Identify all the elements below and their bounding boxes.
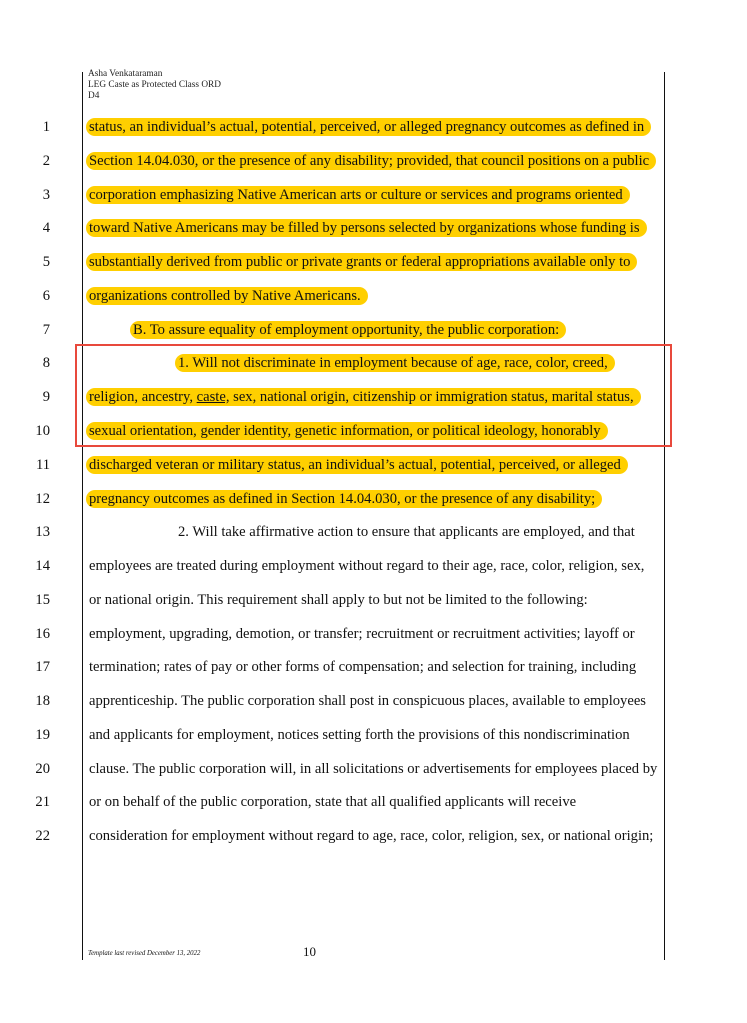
- underlined-insertion: caste,: [196, 389, 230, 405]
- highlighted-text: B. To assure equality of employment opportunity, the public corporation:: [130, 321, 566, 339]
- text-line: termination; rates of pay or other forms of compensation; and selection for training, including: [89, 659, 637, 675]
- line-number: 14: [35, 558, 50, 574]
- line-number: 5: [42, 254, 50, 270]
- line-number: 18: [35, 693, 50, 709]
- header-author: Asha Venkataraman: [88, 69, 163, 79]
- template-revision-note: Template last revised December 13, 2022: [88, 950, 201, 957]
- highlighted-text: corporation emphasizing Native American arts or culture or services and programs oriented: [86, 186, 630, 204]
- text-line: employment, upgrading, demotion, or transfer; recruitment or recruitment activities; layoff or: [89, 626, 635, 642]
- line-number: 17: [35, 659, 50, 675]
- text-line: or national origin. This requirement shall apply to but not be limited to the following:: [89, 592, 588, 608]
- text-line: apprenticeship. The public corporation shall post in conspicuous places, available to employees: [89, 693, 646, 709]
- right-margin-rule: [664, 72, 665, 960]
- line-number: 2: [42, 153, 50, 169]
- line-number: 4: [42, 220, 50, 236]
- text-line: [133, 321, 566, 339]
- highlighted-text: organizations controlled by Native Americans.: [86, 287, 368, 305]
- text-line: and applicants for employment, notices setting forth the provisions of this nondiscrimination: [89, 727, 630, 743]
- text-line: [89, 152, 656, 170]
- text-line: employees are treated during employment without regard to their age, race, color, religion, sex,: [89, 558, 645, 574]
- highlighted-text: pregnancy outcomes as defined in Section 14.04.030, or the presence of any disability;: [86, 490, 602, 508]
- text-line: or on behalf of the public corporation, state that all qualified applicants will receive: [89, 794, 577, 810]
- line-number: 1: [42, 119, 50, 135]
- left-margin-rule: [82, 72, 83, 960]
- text-line: [89, 456, 628, 474]
- line-number: 3: [42, 187, 50, 203]
- line-number: 21: [35, 794, 50, 810]
- line-number: 20: [35, 761, 50, 777]
- page-number: 10: [303, 944, 316, 959]
- text-segment: sex, national origin, citizenship or immigration status, marital status,: [229, 389, 634, 405]
- text-line: [89, 253, 637, 271]
- header-draft: D4: [88, 91, 100, 101]
- line-number: 15: [35, 592, 50, 608]
- text-line: [89, 118, 651, 136]
- text-line: clause. The public corporation will, in all solicitations or advertisements for employees placed by: [89, 761, 658, 777]
- line-number: 11: [35, 457, 50, 473]
- highlighted-text: substantially derived from public or private grants or federal appropriations available only to: [86, 253, 637, 271]
- line-number: 8: [42, 355, 50, 371]
- line-number: 16: [35, 626, 50, 642]
- highlighted-text: discharged veteran or military status, an individual’s actual, potential, perceived, or alleged: [86, 456, 628, 474]
- highlighted-text: 1. Will not discriminate in employment because of age, race, color, creed,: [175, 354, 615, 372]
- text-line: [89, 186, 630, 204]
- line-number: 7: [42, 322, 50, 338]
- text-line: [89, 219, 647, 237]
- text-segment: religion, ancestry,: [89, 389, 197, 405]
- text-line: consideration for employment without regard to age, race, color, religion, sex, or national origin;: [89, 828, 654, 844]
- document-header: [88, 69, 221, 102]
- highlighted-text: toward Native Americans may be filled by persons selected by organizations whose funding is: [86, 219, 647, 237]
- text-line: 2. Will take affirmative action to ensure that applicants are employed, and that: [178, 524, 635, 540]
- line-number: 13: [35, 524, 50, 540]
- highlighted-text: Section 14.04.030, or the presence of any disability; provided, that council positions on a public: [86, 152, 656, 170]
- line-number: 19: [35, 727, 50, 743]
- line-number: 6: [42, 288, 50, 304]
- header-title: LEG Caste as Protected Class ORD: [88, 80, 221, 90]
- line-number: 22: [35, 828, 50, 844]
- line-number: 12: [35, 491, 50, 507]
- line-number: 9: [42, 389, 50, 405]
- highlighted-text: sexual orientation, gender identity, genetic information, or political ideology, honorably: [86, 422, 608, 440]
- text-line: [89, 490, 602, 508]
- annotation-box: [75, 344, 672, 447]
- line-number: 10: [35, 423, 50, 439]
- highlighted-text: status, an individual’s actual, potential, perceived, or alleged pregnancy outcomes as defined in: [86, 118, 651, 136]
- text-line: [89, 287, 368, 305]
